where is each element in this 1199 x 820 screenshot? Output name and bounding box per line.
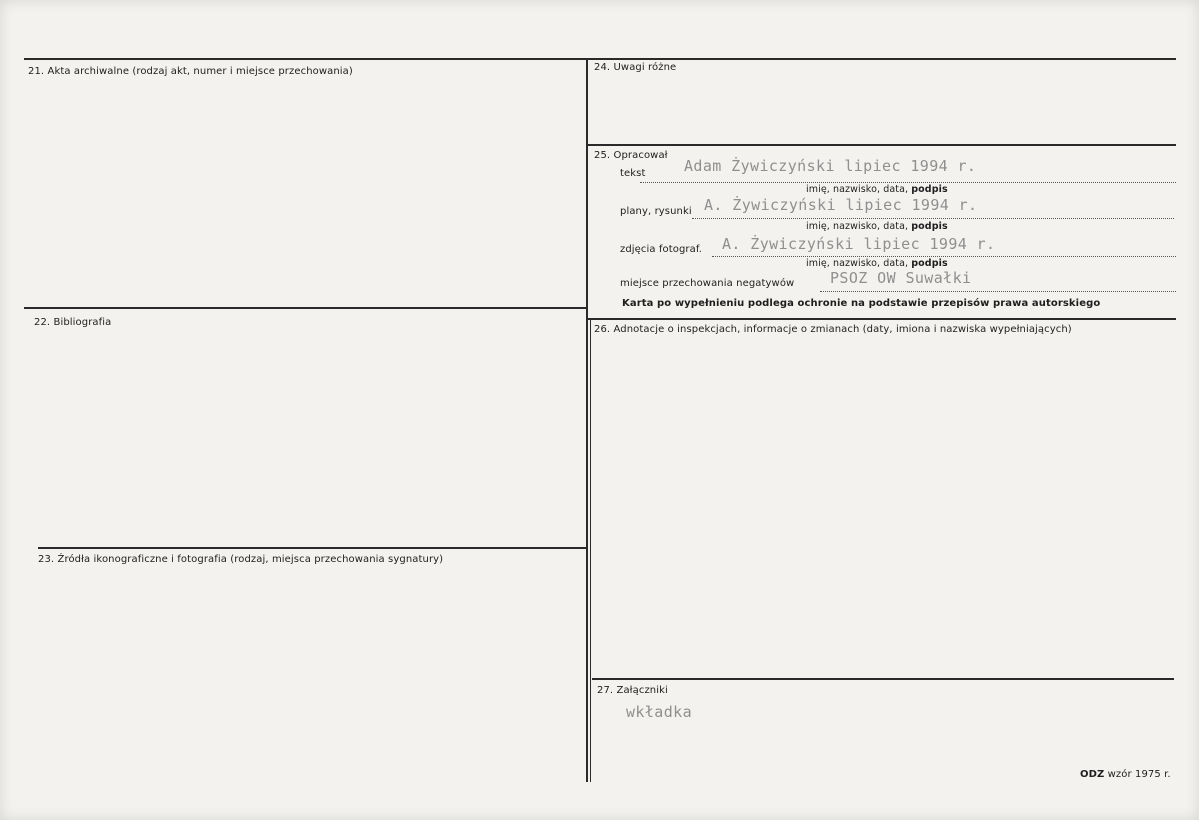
negatives-label: miejsce przechowania negatywów (620, 278, 795, 289)
section-21-label: Akta archiwalne (rodzaj akt, numer i miejsce przechowania) (47, 66, 353, 77)
caption-1: imię, nazwisko, data, (806, 184, 909, 195)
footer-org: ODZ (1080, 769, 1105, 780)
caption-2-signature: podpis (911, 221, 948, 232)
plans-caption (806, 221, 948, 232)
section-21-heading (28, 66, 353, 77)
negatives-value: PSOZ OW Suwałki (830, 269, 972, 287)
rule-22-23 (38, 547, 586, 549)
plans-line (692, 218, 1174, 219)
caption-2: imię, nazwisko, data, (806, 221, 909, 232)
top-rule (24, 58, 1176, 60)
section-23-label: Źródła ikonograficzne i fotografia (rodzaj, miejsca przechowania sygnatury) (57, 554, 444, 565)
rule-24-25 (588, 144, 1176, 146)
section-24-heading (594, 62, 676, 73)
caption-3-signature: podpis (911, 258, 948, 269)
caption-1-signature: podpis (911, 184, 948, 195)
text-author-caption (806, 184, 948, 195)
footer-form: wzór 1975 r. (1107, 769, 1171, 780)
rule-25-26 (588, 318, 1176, 320)
text-author-label: tekst (620, 168, 646, 179)
section-22-number: 22. (34, 317, 51, 328)
section-25-number: 25. (594, 150, 611, 161)
negatives-line (820, 291, 1176, 292)
section-26-number: 26. (594, 324, 611, 335)
section-25-label: Opracował (613, 150, 668, 161)
attachments-value: wkładka (626, 703, 693, 721)
copyright-note: Karta po wypełnieniu podlega ochronie na podstawie przepisów prawa autorskiego (622, 298, 1101, 309)
plans-value: A. Żywiczyński lipiec 1994 r. (704, 196, 978, 214)
section-24-label: Uwagi różne (613, 62, 677, 73)
section-22-heading (34, 317, 111, 328)
section-27-label: Załączniki (616, 685, 668, 696)
section-26-label: Adnotacje o inspekcjach, informacje o zmianach (daty, imiona i nazwiska wypełniających) (613, 324, 1072, 335)
section-25-heading (594, 150, 668, 161)
photo-line (712, 256, 1176, 257)
rule-21-22 (24, 307, 586, 309)
section-23-number: 23. (38, 554, 55, 565)
photo-caption (806, 258, 948, 269)
section-27-number: 27. (597, 685, 614, 696)
inner-divider-26 (590, 320, 591, 782)
text-author-value: Adam Żywiczyński lipiec 1994 r. (684, 157, 977, 175)
section-21-number: 21. (28, 66, 45, 77)
section-27-heading (597, 685, 668, 696)
section-22-label: Bibliografia (53, 317, 112, 328)
section-24-number: 24. (594, 62, 611, 73)
caption-3: imię, nazwisko, data, (806, 258, 909, 269)
form-footer (1080, 769, 1171, 780)
section-26-heading (594, 324, 1072, 335)
photo-label: zdjęcia fotograf. (620, 244, 703, 255)
column-divider (586, 58, 588, 782)
section-23-heading (38, 554, 443, 565)
photo-value: A. Żywiczyński lipiec 1994 r. (722, 235, 996, 253)
rule-26-27 (592, 678, 1174, 680)
text-author-line (640, 182, 1176, 183)
plans-label: plany, rysunki (620, 206, 692, 217)
